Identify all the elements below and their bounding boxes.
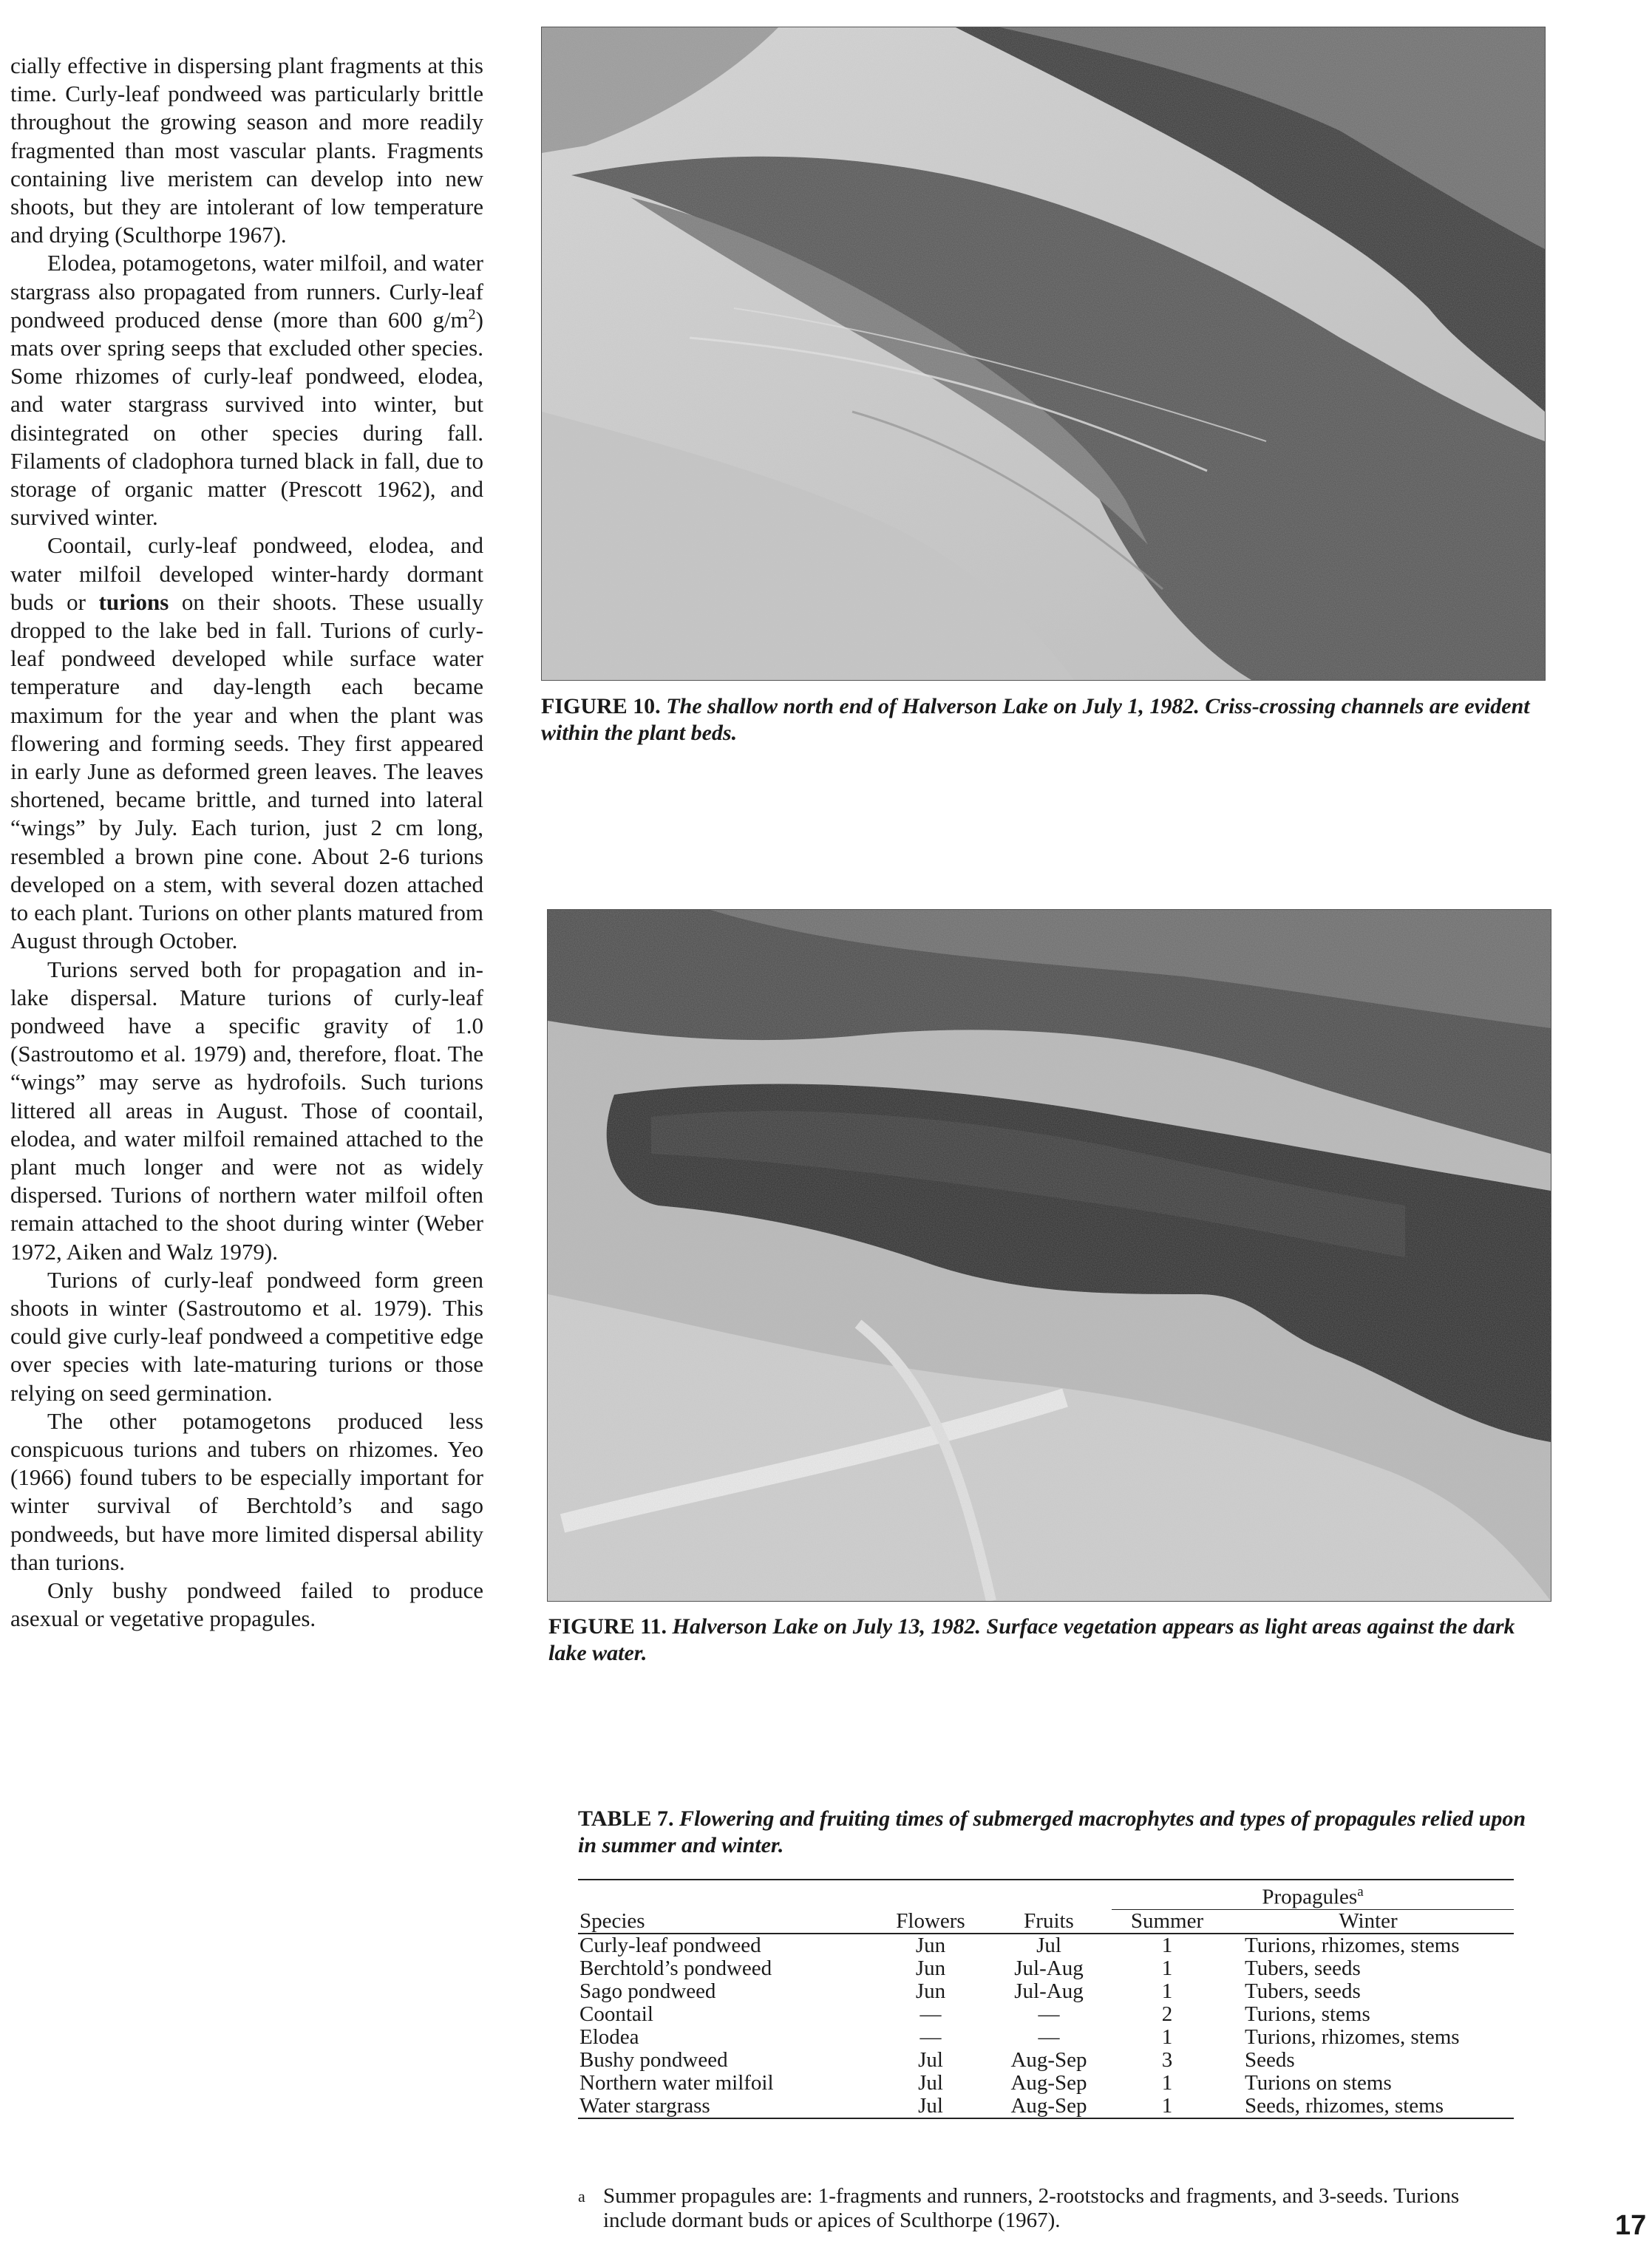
table-row: Curly-leaf pondweed Jun Jul 1 Turions, rhizomes, stems	[579, 1933, 1460, 1957]
table-row: Bushy pondweed Jul Aug-Sep 3 Seeds	[579, 2047, 1295, 2072]
aerial-photo-lake-july13-image	[548, 910, 1551, 1601]
header-species: Species	[578, 1909, 875, 1934]
paragraph-runners: Elodea, potamogetons, water milfoil, and water stargrass also propagated from runners. Curly-leaf pondweed produced dense (more than 600 $g/m^2$) mats over spring seeps that excluded other species. Some rhizomes of curly-leaf pondweed, elodea, and water stargrass survived into winter, but disintegrated on other species during fall. Filaments of cladophora turned black in fall, due to storage of organic matter (Prescott 1962), and survived winter.	[10, 250, 483, 531]
table-row: Elodea — — 1 Turions, rhizomes, stems	[579, 2024, 1460, 2049]
table-header-group-row	[578, 1880, 1514, 1909]
table-row: Water stargrass Jul Aug-Sep 1 Seeds, rhizomes, stems	[579, 2093, 1444, 2118]
table-body	[578, 1934, 1514, 2118]
table-7	[578, 1879, 1514, 2119]
paragraph-bushy-pondweed: Only bushy pondweed failed to produce asexual or vegetative propagules.	[10, 1577, 483, 1632]
header-flowers: Flowers	[875, 1909, 986, 1934]
table-7-footnote: a Summer propagules are: 1-fragments and runners, 2-rootstocks and fragments, and 3-seeds. Turions include dormant buds or apices of Sculthorpe (1967).	[578, 2184, 1460, 2232]
header-winter: Winter	[1223, 1909, 1514, 1934]
figure-11-caption: FIGURE 11. Halverson Lake on July 13, 1982. Surface vegetation appears as light areas against the dark lake water.	[548, 1614, 1515, 1665]
paragraph-tubers: The other potamogetons produced less conspicuous turions and tubers on rhizomes. Yeo (1966) found tubers to be especially important for winter survival of Berchtold’s and sago pondweeds, but have more limited dispersal ability than turions.	[10, 1407, 483, 1575]
table-row: Berchtold’s pondweed Jun Jul-Aug 1 Tubers, seeds	[579, 1956, 1361, 1980]
table-row: Sago pondweed Jun Jul-Aug 1 Tubers, seeds	[579, 1979, 1361, 2003]
figure-10-caption: FIGURE 10. The shallow north end of Halverson Lake on July 1, 1982. Criss-crossing channels are evident within the plant beds.	[541, 694, 1530, 745]
header-fruits: Fruits	[986, 1909, 1112, 1934]
paragraph-dispersal: Turions served both for propagation and in-lake dispersal. Mature turions of curly-leaf pondweed have a specific gravity of 1.0 (Sastroutomo et al. 1979) and, therefore, float. The “wings” may serve as hydrofoils. Such turions littered all areas in August. Those of coontail, elodea, and water milfoil remained attached to the plant much longer and were not as widely dispersed. Turions of northern water milfoil often remain attached to the shoot during winter (Weber 1972, Aiken and Walz 1979).	[10, 956, 483, 1265]
table-header	[578, 1880, 1514, 1934]
left-text-column	[10, 52, 483, 1633]
table-7-title: TABLE 7. Flowering and fruiting times of submerged macrophytes and types of propagules relied upon in summer and winter.	[578, 1806, 1526, 1857]
figure-10-aerial-photo	[541, 27, 1546, 681]
table-header-columns-row	[578, 1909, 1514, 1934]
figure-11-aerial-photo	[547, 909, 1551, 1602]
header-summer: Summer	[1112, 1909, 1223, 1934]
table-row: Northern water milfoil Jul Aug-Sep 1 Turions on stems	[579, 2070, 1392, 2095]
paragraph-fragments: cially effective in dispersing plant fragments at this time. Curly-leaf pondweed was particularly brittle throughout the growing season and more readily fragmented than most vascular plants. Fragments containing live meristem can develop into new shoots, but they are intolerant of low temperature and drying (Sculthorpe 1967).	[10, 52, 483, 248]
page-number: 17	[1615, 2210, 1647, 2241]
paragraph-green-shoots: Turions of curly-leaf pondweed form green shoots in winter (Sastroutomo et al. 1979). This could give curly-leaf pondweed a competitive edge over species with late-maturing turions or those relying on seed germination.	[10, 1266, 483, 1406]
table-row: Coontail — — 2 Turions, stems	[579, 2002, 1370, 2026]
aerial-photo-north-end-image	[542, 27, 1545, 680]
paragraph-turions: Coontail, curly-leaf pondweed, elodea, and water milfoil developed winter-hardy dormant buds or turions on their shoots. These usually dropped to the lake bed in fall. Turions of curly-leaf pondweed developed while surface water temperature and day-length each became maximum for the year and when the plant was flowering and forming seeds. They first appeared in early June as deformed green leaves. The leaves shortened, became brittle, and turned into lateral “wings” by July. Each turion, just 2 cm long, resembled a brown pine cone. About 2-6 turions developed on a stem, with several dozen attached to each plant. Turions on other plants matured from August through October.	[10, 532, 483, 954]
header-propagules: Propagules$^a$	[1112, 1880, 1514, 1909]
